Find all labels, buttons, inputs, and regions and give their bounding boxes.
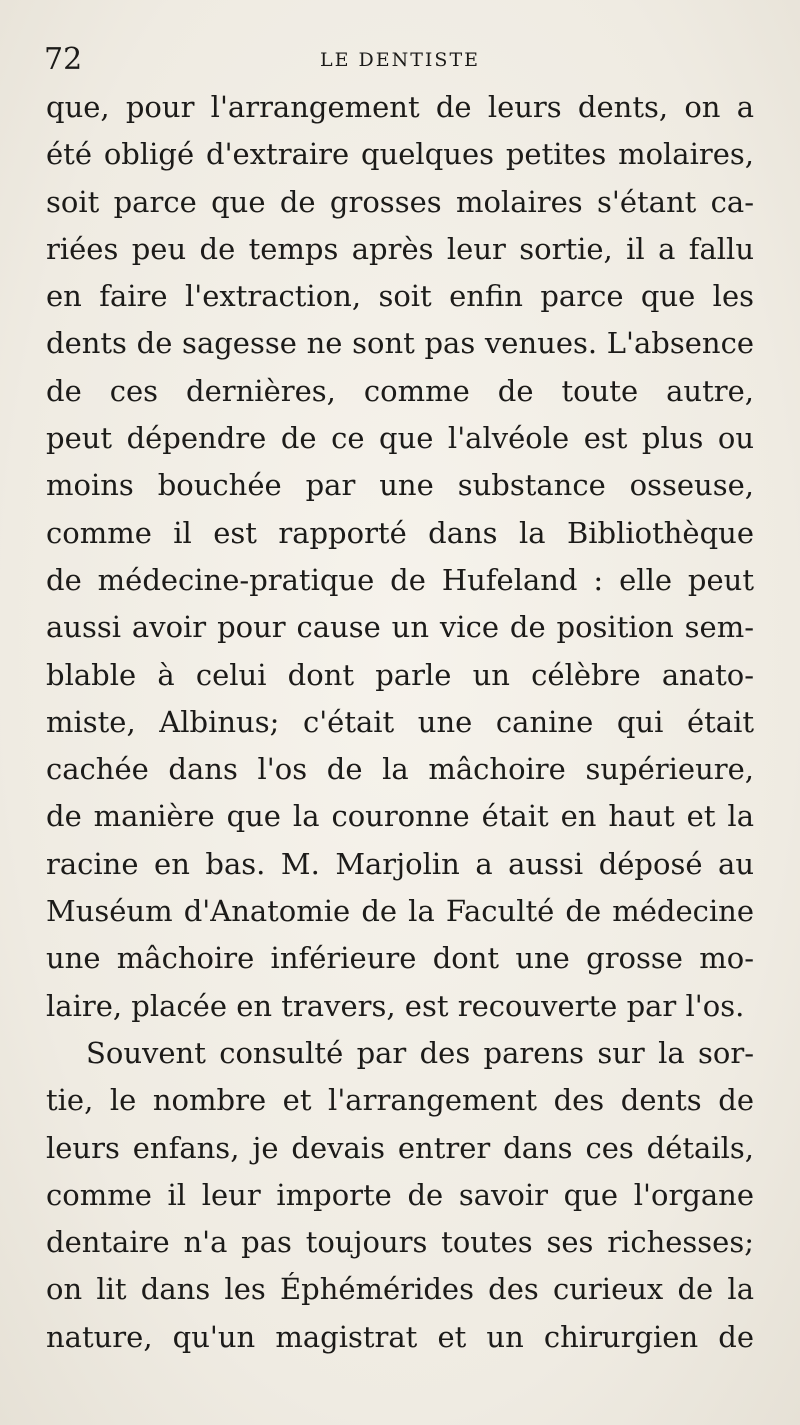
body-text bbox=[46, 84, 754, 1361]
text-line: nature, qu'un magistrat et un chirurgien de bbox=[46, 1319, 754, 1354]
text-line: moins bouchée par une substance osseuse, bbox=[46, 468, 754, 503]
page-header bbox=[44, 40, 756, 80]
paragraph-start-line: Souvent consulté par des parens sur la sor- bbox=[86, 1035, 754, 1070]
text-line: de médecine-pratique de Hufeland : elle peut bbox=[46, 562, 754, 597]
text-line: dentaire n'a pas toujours toutes ses richesses; bbox=[46, 1225, 754, 1260]
text-line: comme il leur importe de savoir que l'organe bbox=[46, 1177, 754, 1212]
text-line: cachée dans l'os de la mâchoire supérieure, bbox=[46, 752, 754, 787]
text-line: Muséum d'Anatomie de la Faculté de médecine bbox=[46, 894, 754, 929]
text-line: de ces dernières, comme de toute autre, bbox=[46, 373, 754, 408]
text-line: de manière que la couronne était en haut et la bbox=[46, 799, 754, 834]
text-line: peut dépendre de ce que l'alvéole est plus ou bbox=[46, 421, 754, 456]
text-line: racine en bas. M. Marjolin a aussi déposé au bbox=[46, 846, 754, 881]
page-number: 72 bbox=[44, 42, 83, 77]
text-line: une mâchoire inférieure dont une grosse mo- bbox=[46, 941, 754, 976]
text-line: que, pour l'arrangement de leurs dents, on a bbox=[46, 90, 754, 124]
text-line: miste, Albinus; c'était une canine qui était bbox=[46, 704, 754, 739]
text-line: blable à celui dont parle un célèbre anato- bbox=[46, 657, 754, 692]
running-head: LE DENTISTE bbox=[320, 49, 480, 71]
text-line: on lit dans les Éphémérides des curieux de la bbox=[46, 1272, 754, 1307]
text-line: en faire l'extraction, soit enfin parce que les bbox=[46, 279, 754, 314]
text-line: été obligé d'extraire quelques petites molaires, bbox=[46, 137, 754, 172]
text-line: laire, placée en travers, est recouverte par l'os. bbox=[46, 988, 745, 1023]
text-line: comme il est rapporté dans la Bibliothèque bbox=[46, 515, 754, 550]
text-line: tie, le nombre et l'arrangement des dents de bbox=[46, 1083, 754, 1118]
text-line: aussi avoir pour cause un vice de position sem- bbox=[46, 610, 754, 645]
text-line: leurs enfans, je devais entrer dans ces détails, bbox=[46, 1130, 754, 1165]
text-line: dents de sagesse ne sont pas venues. L'absence bbox=[46, 326, 754, 361]
text-line: soit parce que de grosses molaires s'étant ca- bbox=[46, 184, 754, 219]
text-line: riées peu de temps après leur sortie, il a fallu bbox=[46, 231, 754, 266]
